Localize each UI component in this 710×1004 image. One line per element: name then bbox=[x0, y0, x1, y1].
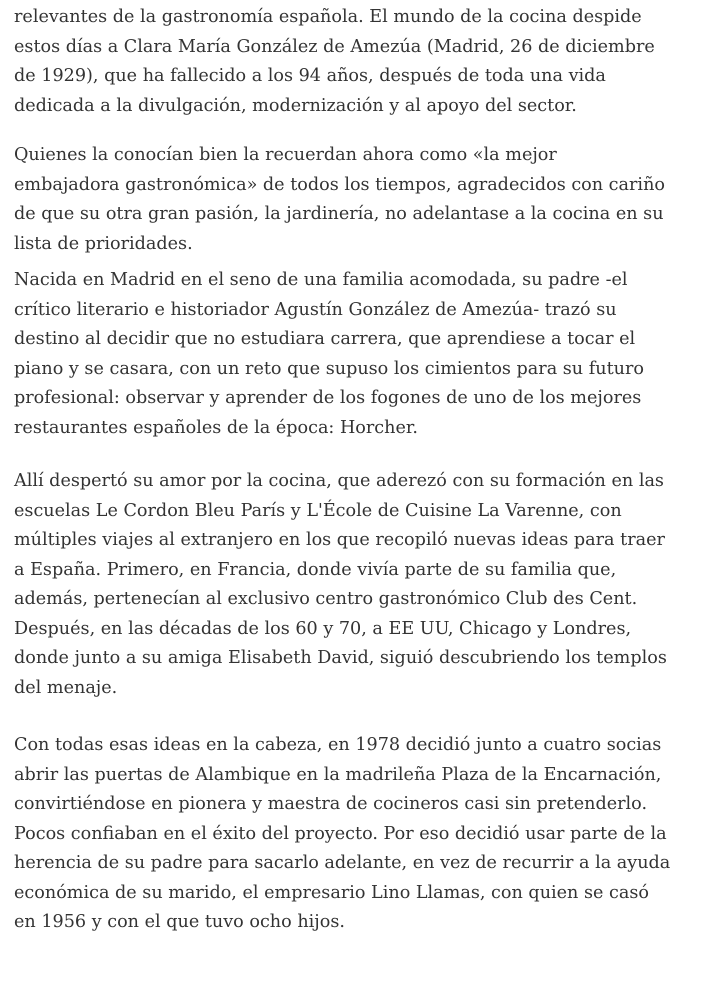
paragraph-line: crítico literario e historiador Agustín González de Amezúa- trazó su bbox=[14, 299, 617, 320]
paragraph-line: abrir las puertas de Alambique en la madrileña Plaza de la Encarnación, bbox=[14, 764, 662, 785]
paragraph-line: en 1956 y con el que tuvo ocho hijos. bbox=[14, 912, 345, 932]
paragraph-line: Después, en las décadas de los 60 y 70, a EE UU, Chicago y Londres, bbox=[14, 618, 632, 639]
paragraph-line: de que su otra gran pasión, la jardinería, no adelantase a la cocina en su bbox=[14, 204, 664, 224]
paragraph-line: estos días a Clara María González de Amezúa (Madrid, 26 de diciembre bbox=[14, 36, 655, 57]
paragraph-line: lista de prioridades. bbox=[14, 233, 193, 254]
paragraph-line: embajadora gastronómica» de todos los tiempos, agradecidos con cariño bbox=[14, 174, 665, 195]
paragraph-3 bbox=[14, 266, 644, 443]
paragraph-1 bbox=[14, 3, 655, 121]
paragraph-line: relevantes de la gastronomía española. El mundo de la cocina despide bbox=[14, 7, 642, 27]
paragraph-line: convirtiéndose en pionera y maestra de cocineros casi sin pretenderlo. bbox=[14, 794, 648, 814]
paragraph-line: económica de su marido, el empresario Lino Llamas, con quien se casó bbox=[14, 882, 649, 903]
paragraph-line: Nacida en Madrid en el seno de una familia acomodada, su padre -el bbox=[14, 270, 628, 290]
paragraph-line: del menaje. bbox=[14, 677, 118, 698]
paragraph-line: profesional: observar y aprender de los fogones de uno de los mejores bbox=[14, 388, 642, 408]
paragraph-line: herencia de su padre para sacarlo adelante, en vez de recurrir a la ayuda bbox=[14, 853, 671, 873]
paragraph-4 bbox=[14, 467, 667, 703]
paragraph-5 bbox=[14, 731, 670, 938]
paragraph-line: a España. Primero, en Francia, donde vivía parte de su familia que, bbox=[14, 559, 617, 580]
paragraph-line: Quienes la conocían bien la recuerdan ahora como «la mejor bbox=[14, 145, 557, 165]
paragraph-line: de 1929), que ha fallecido a los 94 años, después de toda una vida bbox=[14, 66, 606, 86]
paragraph-line: destino al decidir que no estudiara carrera, que aprendiese a tocar el bbox=[14, 329, 636, 349]
paragraph-line: dedicada a la divulgación, modernización y al apoyo del sector. bbox=[14, 95, 577, 116]
paragraph-line: Con todas esas ideas en la cabeza, en 1978 decidió junto a cuatro socias bbox=[14, 735, 662, 755]
paragraph-line: Allí despertó su amor por la cocina, que aderezó con su formación en las bbox=[14, 471, 664, 491]
paragraph-line: además, pertenecían al exclusivo centro gastronómico Club des Cent. bbox=[14, 589, 638, 609]
paragraph-line: escuelas Le Cordon Bleu París y L'École de Cuisine La Varenne, con bbox=[14, 500, 622, 521]
paragraph-2 bbox=[14, 141, 665, 259]
paragraph-line: donde junto a su amiga Elisabeth David, siguió descubriendo los templos bbox=[14, 648, 667, 668]
paragraph-line: Pocos confiaban en el éxito del proyecto. Por eso decidió usar parte de la bbox=[14, 823, 667, 844]
paragraph-line: múltiples viajes al extranjero en los que recopiló nuevas ideas para traer bbox=[14, 530, 665, 550]
paragraph-line: piano y se casara, con un reto que supuso los cimientos para su futuro bbox=[14, 358, 644, 379]
paragraph-line: restaurantes españoles de la época: Horcher. bbox=[14, 417, 418, 438]
